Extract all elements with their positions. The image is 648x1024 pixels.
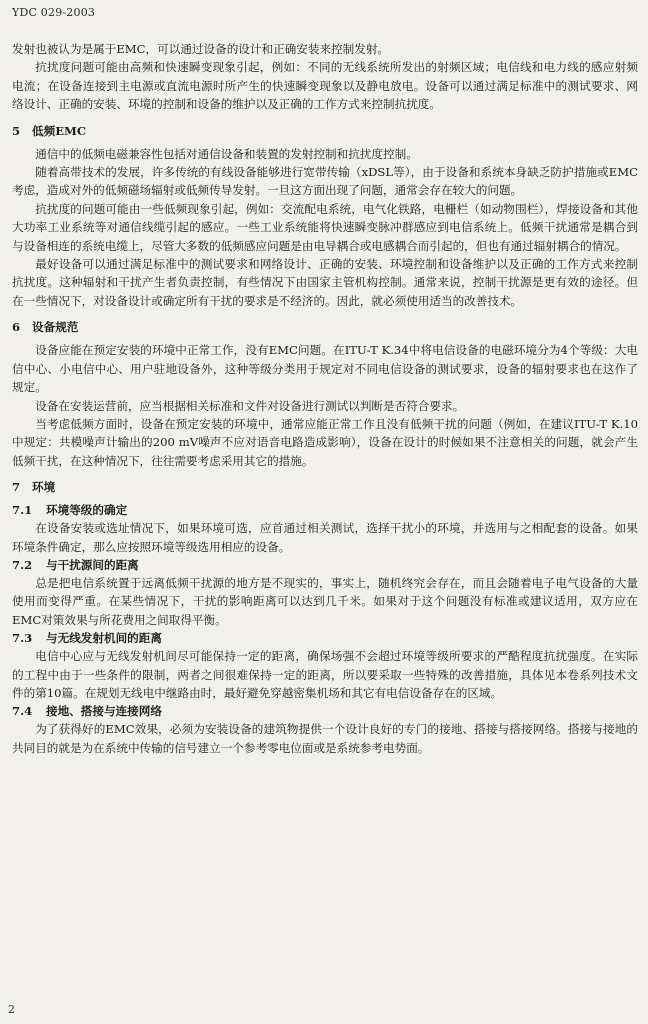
section-heading: [12, 478, 638, 496]
paragraph: 最好设备可以通过满足标准中的测试要求和网络设计、正确的安装、环境控制和设备维护以及正确的工作方式来控制抗扰度。这种辐射和干扰产生者负责控制，有些情况下由国家主管机构控制。通常来说，控制干扰源是更有效的途径。但在一些情况下，对设备设计或确定所有干扰的要求是不经济的。因此，就必须使用适当的改善技术。: [12, 257, 638, 308]
subsection-heading: [12, 501, 638, 519]
paragraph: 设备应能在预定安装的环境中正常工作，没有EMC问题。在ITU-T K.34中将电信设备的电磁环境分为4个等级：大电信中心、小电信中心、用户驻地设备外，这种等级分类用于规定对不同电信设备的测试要求，设备的辐射要求也在这作了规定。: [12, 343, 638, 395]
section-number: 5: [12, 123, 21, 138]
paragraph: 随着高带技术的发展，许多传统的有线设备能够进行宽带传输（xDSL等），由于设备和系统本身缺乏防护措施或EMC考虑，造成对外的低频磁场辐射或低频传导发射。一旦这方面出现了问题，通常会存在较大的问题。: [12, 165, 638, 198]
section-title: 设备规范: [32, 320, 79, 335]
paragraph: 抗扰度的问题可能由一些低频现象引起，例如：交流配电系统，电气化铁路，电栅栏（如动物围栏），焊接设备和其他大功率工业系统等对通信线缆引起的感应。一些工业系统能将快速瞬变脉冲群感应到电信系统上。低频干扰通常是耦合到与设备相连的系统电缆上，尽管大多数的低频感应问题是由电导耦合或电感耦合而引起的，但也有通过辐射耦合的情况。: [12, 201, 638, 253]
section-number: 7.3: [12, 631, 33, 646]
section-heading: [12, 122, 638, 140]
section-title: 低频EMC: [32, 123, 87, 138]
section-title: 环境等级的确定: [46, 503, 128, 518]
section-title: 接地、搭接与连接网络: [46, 704, 162, 719]
document-body: [12, 40, 638, 757]
section-number: 6: [12, 320, 21, 335]
paragraph: 为了获得好的EMC效果，必须为安装设备的建筑物提供一个设计良好的专门的接地、搭接与搭接网络。搭接与接地的共同目的就是为在系统中传输的信号建立一个参考零电位面或是系统参考电势面。: [12, 722, 638, 755]
paragraph: 设备在安装运营前，应当根据相关标准和文件对设备进行测试以判断是否符合要求。: [35, 398, 465, 413]
subsection-heading: [12, 629, 638, 647]
section-title: 环境: [32, 480, 56, 495]
section-number: 7: [12, 480, 21, 495]
section-heading: [12, 318, 638, 336]
section-number: 7.2: [12, 557, 33, 572]
section-title: 与无线发射机间的距离: [46, 631, 162, 646]
paragraph: 通信中的低频电磁兼容性包括对通信设备和装置的发射控制和抗扰度控制。: [35, 146, 418, 161]
paragraph: 当考虑低频方面时，设备在预定安装的环境中，通常应能正常工作且没有低频干扰的问题（例如，在建议ITU-T K.10中规定：共模噪声计输出的200 mV噪声不应对语音电路造成影响），设备在设计的时候如果不注意相关的问题，就会产生低频干扰，在这种情况下，往往需要考虑采用其它的措施。: [12, 416, 638, 468]
section-title: 与干扰源间的距离: [46, 557, 139, 572]
section-number: 7.1: [12, 503, 33, 518]
section-number: 7.4: [12, 704, 33, 719]
paragraph: 在设备安装或选址情况下，如果环境可选，应首通过相关测试，选择干扰小的环境，并选用与之相配套的设备。如果环境条件确定，那么应按照环境等级选用相应的设备。: [12, 521, 638, 554]
paragraph: 发射也被认为是属于EMC，可以通过设备的设计和正确安装来控制发射。: [12, 42, 390, 56]
page-number: 2: [8, 1003, 15, 1016]
paragraph: 抗扰度问题可能由高频和快速瞬变现象引起，例如：不同的无线系统所发出的射频区域；电信线和电力线的感应射频电流；在设备连接到主电源或直流电源时所产生的快速瞬变现象以及静电放电。设备可以通过满足标准中的测试要求、网络设计、正确的安装、环境的控制和设备的维护以及正确的工作方式来控制抗扰度。: [12, 60, 638, 112]
subsection-heading: [12, 702, 638, 720]
paragraph: 总是把电信系统置于远离低频干扰源的地方是不现实的，事实上，随机终究会存在，而且会随着电子电气设备的大量使用而变得严重。在某些情况下，干扰的影响距离可以达到几千米。如果对于这个问题没有标准或建议适用，双方应在EMC对策效果与所花费用之间取得平衡。: [12, 575, 638, 627]
document-code-header: YDC 029-2003: [12, 6, 96, 19]
paragraph: 电信中心应与无线发射机间尽可能保持一定的距离，确保场强不会超过环境等级所要求的严酷程度抗扰强度。在实际的工程中由于一些条件的限制，两者之间很难保持一定的距离，所以要采取一些特殊的改善措施，具体见本卷系列技术文件的第10篇。在规划无线电中继路由时，最好避免穿越密集机场和其它有电信设备存在的区域。: [12, 649, 638, 700]
subsection-heading: [12, 556, 638, 574]
